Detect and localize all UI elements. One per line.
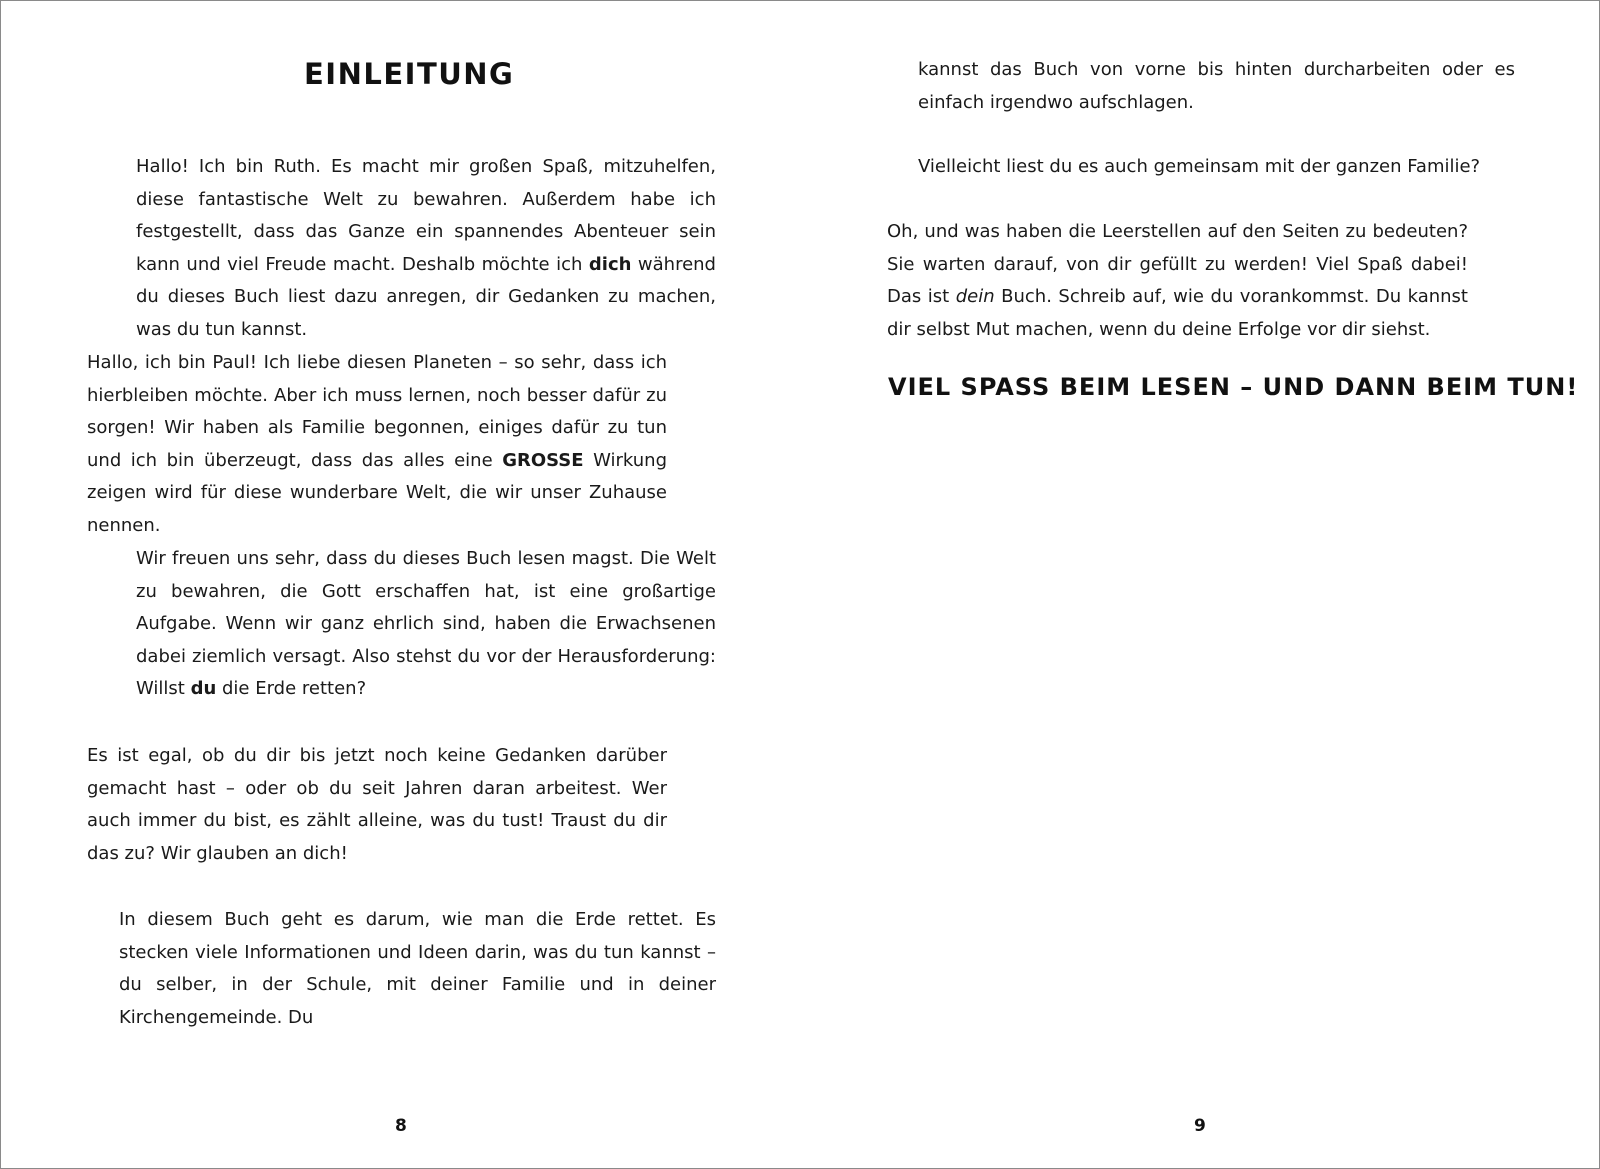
paragraph-text: Oh, und was haben die Leerstellen auf den Seiten zu bedeuten? Sie warten darauf, von dir gefüllt zu werden! Viel Spaß dabei! Das ist	[887, 221, 1468, 308]
emphasis-bold: du	[190, 678, 217, 700]
chapter-heading: EINLEITUNG	[304, 57, 515, 91]
paragraph-book-intro: In diesem Buch geht es darum, wie man die Erde rettet. Es stecken viele Informationen und Ideen darin, was du tun kannst – du selber, in der Schule, mit deiner Familie und in deiner Kirchengemeinde. Du	[119, 909, 716, 1028]
paragraph-text: während du dieses Buch liest dazu anregen, dir Gedanken zu machen, was du tun kannst.	[136, 253, 716, 340]
right-page	[801, 1, 1599, 1168]
page-number: 9	[1194, 1116, 1206, 1136]
paragraph-encouragement: Es ist egal, ob du dir bis jetzt noch keine Gedanken darüber gemacht hast – oder ob du seit Jahren daran arbeitest. Wer auch immer du bist, es zählt alleine, was du tust! Traust du dir das zu? Wir glauben an dich!	[87, 745, 667, 864]
paragraph-text: Wir freuen uns sehr, dass du dieses Buch lesen magst. Die Welt zu bewahren, die Gott erschaffen hat, ist eine großartige Aufgabe. Wenn wir ganz ehrlich sind, haben die Erwachsenen dabei ziemlich versagt. Also stehst du vor der Herausforderung: Willst	[136, 548, 716, 700]
paragraph-text: Buch. Schreib auf, wie du vorankommst. Du kannst dir selbst Mut machen, wenn du deine Erfolge vor dir siehst.	[887, 286, 1468, 340]
paragraph-paul	[87, 347, 667, 543]
paragraph-family: Vielleicht liest du es auch gemeinsam mit der ganzen Familie?	[918, 156, 1481, 177]
closing-heading: VIEL SPASS BEIM LESEN – UND DANN BEIM TUN!	[888, 373, 1579, 401]
paragraph-text: Hallo, ich bin Paul! Ich liebe diesen Planeten – so sehr, dass ich hierbleiben möchte. Aber ich muss lernen, noch besser dafür zu sorgen! Wir haben als Familie begonnen, einiges dafür zu tun und ich bin überzeugt, dass das alles eine	[87, 352, 667, 471]
paragraph-blank-spaces	[887, 216, 1468, 346]
emphasis-bold: GROSSE	[502, 449, 584, 471]
paragraph-challenge	[136, 543, 716, 706]
page-number: 8	[395, 1116, 407, 1136]
left-page	[1, 1, 800, 1168]
paragraph-text: die Erde retten?	[216, 678, 367, 700]
emphasis-italic: dein	[955, 286, 995, 308]
paragraph-text: Hallo! Ich bin Ruth. Es macht mir großen Spaß, mitzuhelfen, diese fantastische Welt zu bewahren. Außerdem habe ich festgestellt, dass das Ganze ein spannendes Abenteuer sein kann und viel Freude macht. Deshalb möchte ich	[136, 156, 716, 275]
paragraph-text: Wirkung zeigen wird für diese wunderbare Welt, die wir unser Zuhause nennen.	[87, 449, 667, 536]
paragraph-ruth	[136, 151, 716, 347]
emphasis-bold: dich	[588, 253, 632, 275]
paragraph-continued: kannst das Buch von vorne bis hinten durcharbeiten oder es einfach irgendwo aufschlagen.	[918, 59, 1515, 113]
